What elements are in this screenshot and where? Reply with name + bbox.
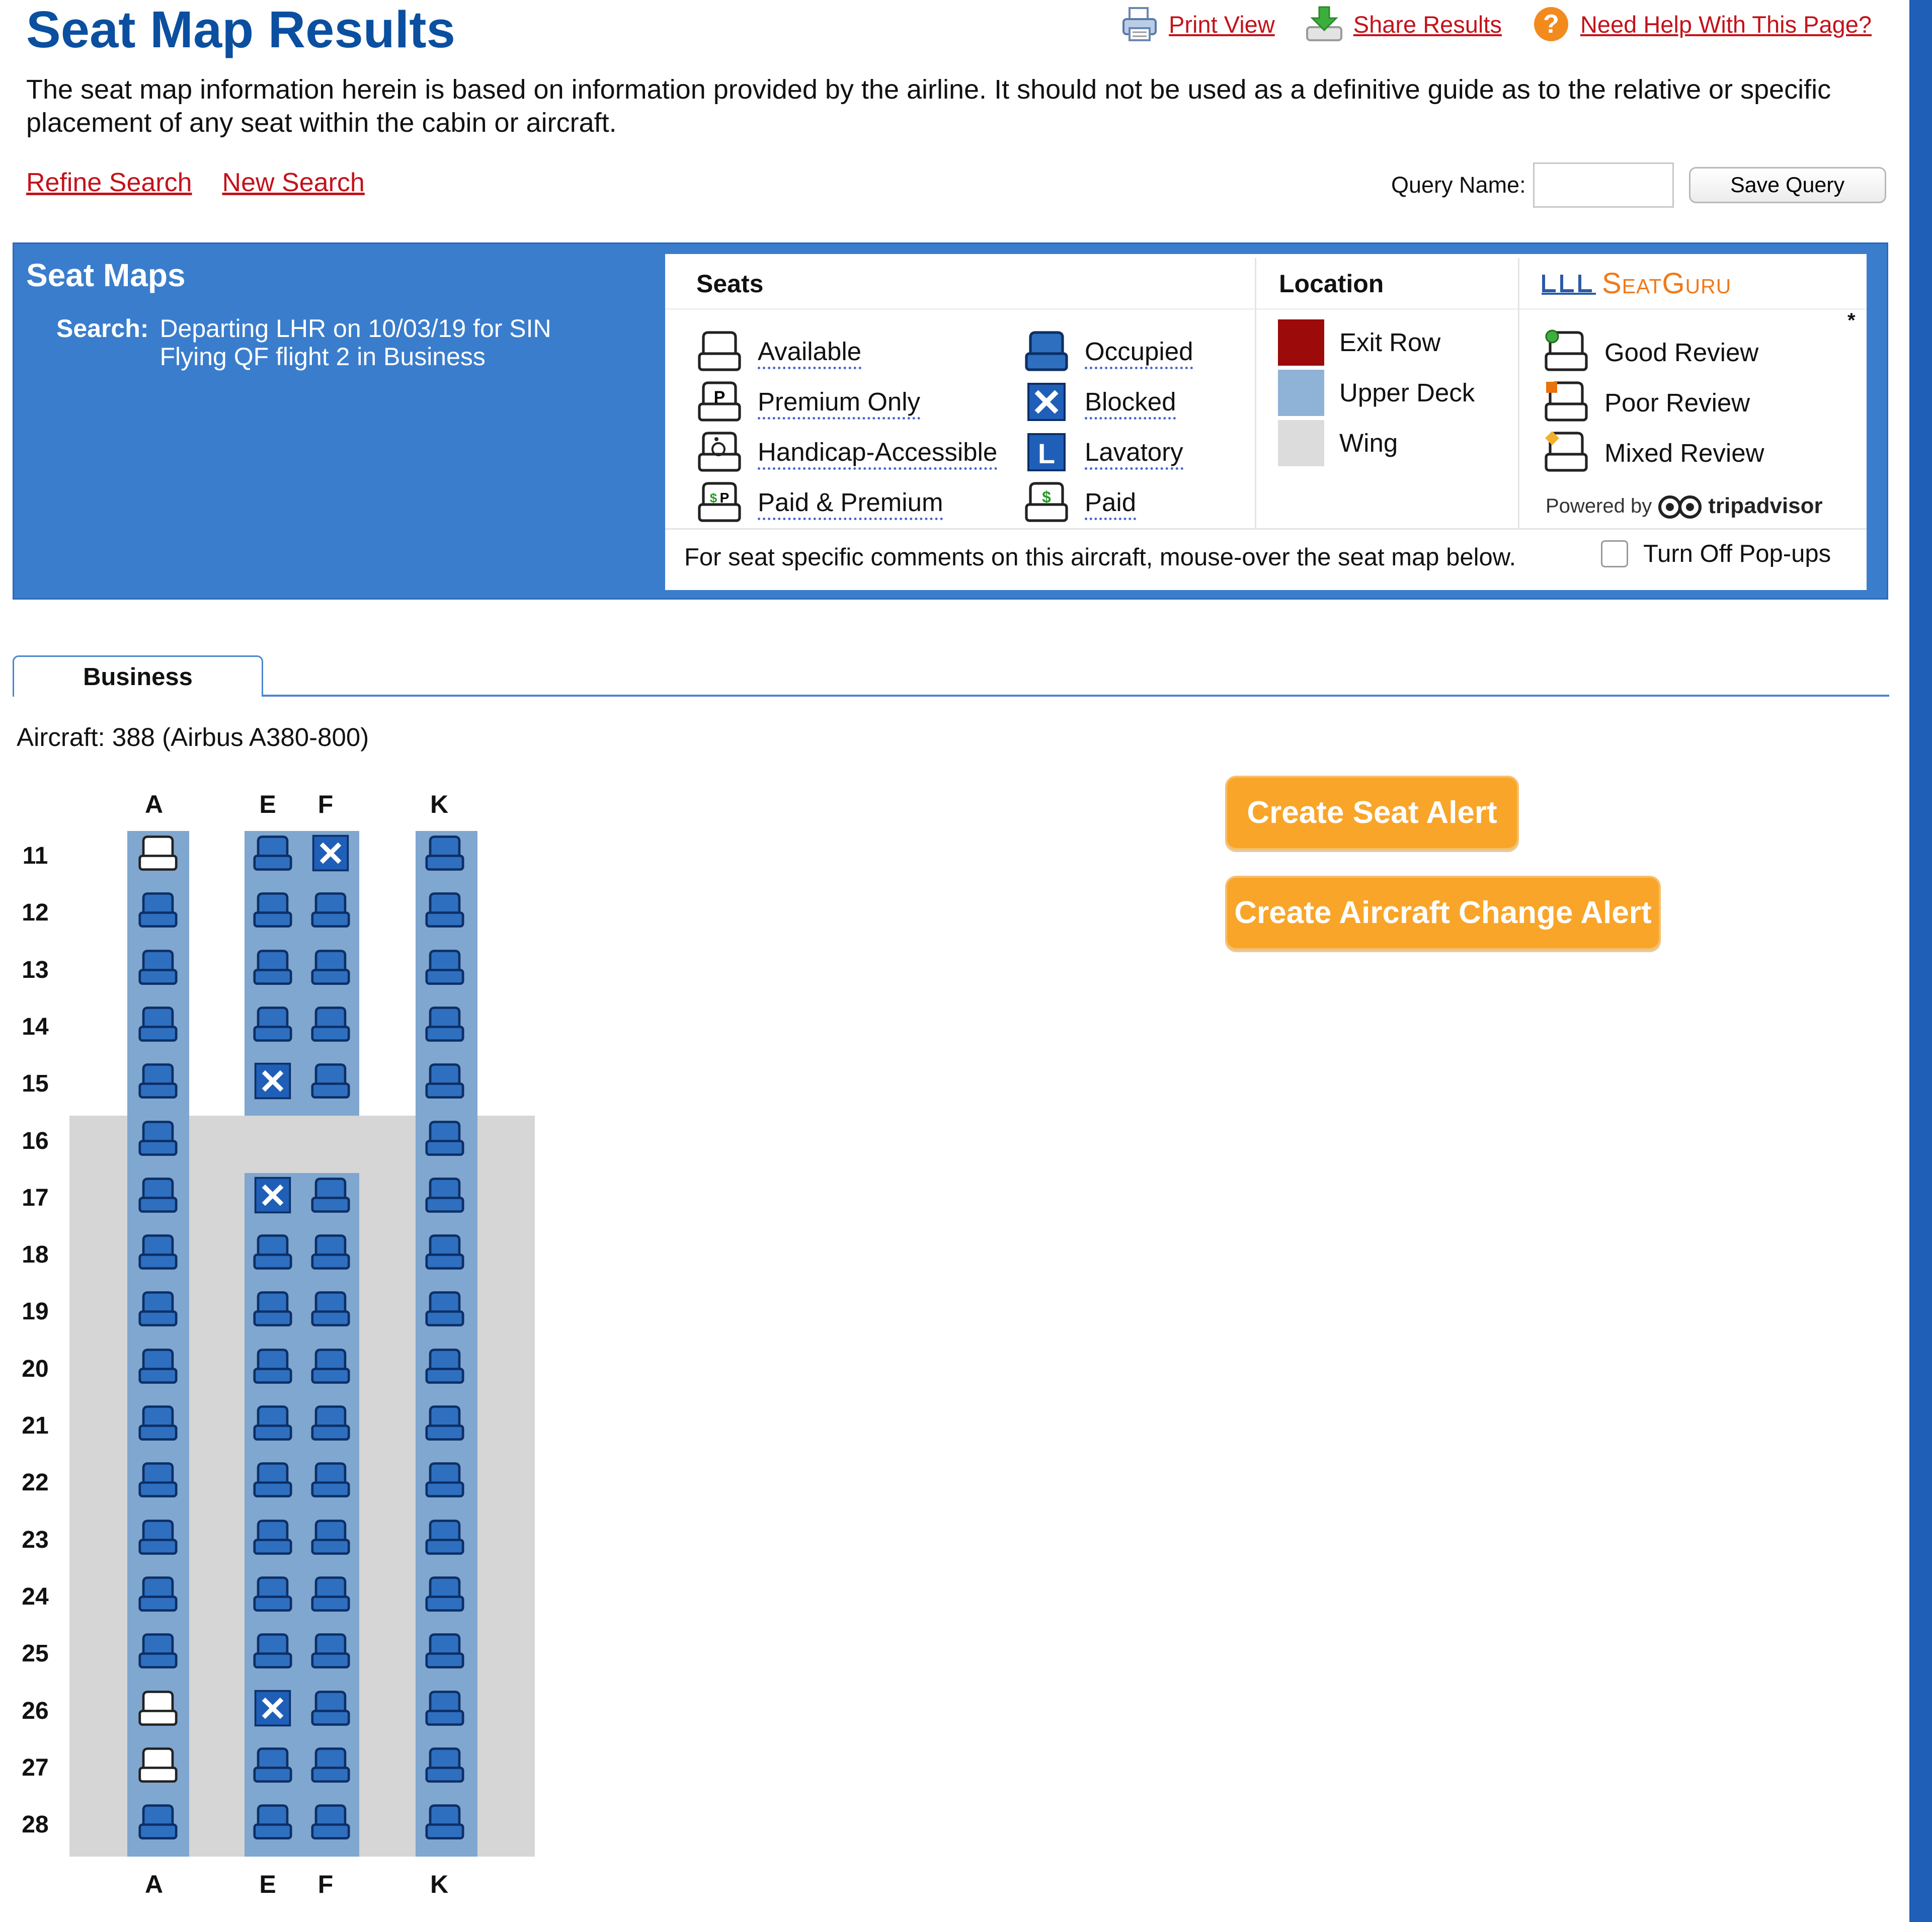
seat-20F-occupied[interactable] — [309, 1347, 352, 1385]
seat-18A-occupied[interactable] — [137, 1233, 179, 1271]
legend-wing: Wing — [1278, 420, 1398, 466]
row-number-17: 17 — [22, 1184, 49, 1211]
mixed-review-icon — [1543, 430, 1589, 476]
seat-11E-occupied[interactable] — [252, 834, 294, 872]
seat-28A-occupied[interactable] — [137, 1803, 179, 1841]
seat-26A-available[interactable] — [137, 1689, 179, 1727]
column-label-a-bottom: A — [144, 1870, 164, 1898]
seat-26K-occupied[interactable] — [424, 1689, 466, 1727]
seat-14K-occupied[interactable] — [424, 1005, 466, 1043]
need-help-link[interactable]: Need Help With This Page? — [1580, 11, 1872, 38]
tripadvisor-owl-icon — [1657, 493, 1703, 519]
seat-17K-occupied[interactable] — [424, 1176, 466, 1214]
seat-23A-occupied[interactable] — [137, 1518, 179, 1556]
search-label: Search: — [56, 314, 149, 343]
seat-18K-occupied[interactable] — [424, 1233, 466, 1271]
search-line-2: Flying QF flight 2 in Business — [159, 343, 486, 371]
column-label-a: A — [144, 790, 164, 818]
seat-24F-occupied[interactable] — [309, 1575, 352, 1613]
svg-text:P: P — [713, 388, 726, 407]
location-header: Location — [1279, 270, 1384, 298]
seat-19K-occupied[interactable] — [424, 1290, 466, 1328]
seat-17F-occupied[interactable] — [309, 1176, 352, 1214]
good-review-icon — [1543, 329, 1589, 376]
seat-14F-occupied[interactable] — [309, 1005, 352, 1043]
svg-text:?: ? — [1543, 10, 1559, 39]
seat-24E-occupied[interactable] — [252, 1575, 294, 1613]
asterisk: * — [1847, 309, 1856, 331]
column-label-k: K — [430, 790, 449, 818]
legend-available: Available — [696, 329, 861, 376]
seat-23F-occupied[interactable] — [309, 1518, 352, 1556]
seat-27A-available[interactable] — [137, 1746, 179, 1784]
search-line-1: Departing LHR on 10/03/19 for SIN — [159, 314, 551, 343]
seatguru-brand: SeatGuru — [1540, 267, 1731, 300]
seat-23E-occupied[interactable] — [252, 1518, 294, 1556]
seat-17A-occupied[interactable] — [137, 1176, 179, 1214]
seat-28E-occupied[interactable] — [252, 1803, 294, 1841]
disclaimer: The seat map information herein is based on information provided by the airline. It should not be used as a definitive guide as to the relative or specific placement of any seat within the cabin or aircraft. — [26, 74, 1831, 138]
row-number-21: 21 — [22, 1412, 49, 1439]
seat-25F-occupied[interactable] — [309, 1632, 352, 1670]
seat-22E-occupied[interactable] — [252, 1461, 294, 1499]
row-number-23: 23 — [22, 1526, 49, 1553]
svg-text:$: $ — [1042, 488, 1051, 506]
legend-mixed-review: Mixed Review — [1543, 430, 1764, 476]
seat-paid-icon — [1023, 480, 1070, 527]
row-number-22: 22 — [22, 1469, 49, 1496]
seat-15E-blocked[interactable] — [252, 1062, 294, 1100]
seat-25E-occupied[interactable] — [252, 1632, 294, 1670]
refine-search-link[interactable]: Refine Search — [26, 168, 192, 197]
exit-row-swatch — [1278, 319, 1324, 366]
seat-19A-occupied[interactable] — [137, 1290, 179, 1328]
seat-13A-occupied[interactable] — [137, 948, 179, 986]
row-number-11: 11 — [22, 843, 48, 869]
seat-27F-occupied[interactable] — [309, 1746, 352, 1784]
row-number-19: 19 — [22, 1298, 49, 1325]
seat-21E-occupied[interactable] — [252, 1404, 294, 1442]
legend-premium-only: P Premium Only — [696, 380, 920, 426]
seat-map — [0, 0, 604, 1922]
seat-handicap-icon — [696, 430, 743, 476]
seat-20A-occupied[interactable] — [137, 1347, 179, 1385]
seat-23K-occupied[interactable] — [424, 1518, 466, 1556]
row-number-16: 16 — [22, 1127, 49, 1154]
svg-text:L: L — [1037, 438, 1056, 469]
query-name-input[interactable] — [1533, 162, 1674, 208]
seat-21A-occupied[interactable] — [137, 1404, 179, 1442]
seat-13F-occupied[interactable] — [309, 948, 352, 986]
download-icon — [1304, 4, 1344, 44]
seatguru-logo-icon — [1540, 271, 1600, 297]
seat-16A-occupied[interactable] — [137, 1119, 179, 1157]
poor-review-icon — [1543, 380, 1589, 426]
right-edge-bar — [1909, 0, 1932, 1922]
seat-22K-occupied[interactable] — [424, 1461, 466, 1499]
tab-business[interactable]: Business — [13, 655, 263, 697]
turn-off-popups-label: Turn Off Pop-ups — [1643, 540, 1831, 567]
query-form — [1391, 162, 1886, 208]
seat-14E-occupied[interactable] — [252, 1005, 294, 1043]
seat-12F-occupied[interactable] — [309, 891, 352, 929]
seat-27E-occupied[interactable] — [252, 1746, 294, 1784]
create-seat-alert-button[interactable]: Create Seat Alert — [1225, 776, 1519, 850]
seat-20E-occupied[interactable] — [252, 1347, 294, 1385]
seat-18F-occupied[interactable] — [309, 1233, 352, 1271]
row-number-28: 28 — [22, 1811, 49, 1839]
wing-swatch — [1278, 420, 1324, 466]
seat-13K-occupied[interactable] — [424, 948, 466, 986]
legend-paid-premium: $ P Paid & Premium — [696, 480, 943, 527]
save-query-button[interactable]: Save Query — [1689, 167, 1886, 203]
seat-26F-occupied[interactable] — [309, 1689, 352, 1727]
svg-text:P: P — [719, 490, 730, 506]
legend-handicap: Handicap-Accessible — [696, 430, 997, 476]
seat-17E-blocked[interactable] — [252, 1176, 294, 1214]
seat-12A-occupied[interactable] — [137, 891, 179, 929]
seat-blocked-icon — [1023, 380, 1070, 426]
column-label-f: F — [317, 790, 334, 818]
column-label-k-bottom: K — [430, 1870, 449, 1898]
seat-15K-occupied[interactable] — [424, 1062, 466, 1100]
legend-upper-deck: Upper Deck — [1278, 370, 1475, 416]
row-number-15: 15 — [22, 1070, 49, 1098]
upper-deck-swatch — [1278, 370, 1324, 416]
query-name-label: Query Name: — [1391, 172, 1526, 198]
row-number-18: 18 — [22, 1241, 49, 1269]
share-results-link[interactable]: Share Results — [1353, 11, 1502, 38]
seat-21K-occupied[interactable] — [424, 1404, 466, 1442]
legend-footer-note: For seat specific comments on this aircraft, mouse-over the seat map below. — [684, 544, 1516, 571]
aircraft-label: Aircraft: 388 (Airbus A380-800) — [17, 723, 369, 751]
seat-27K-occupied[interactable] — [424, 1746, 466, 1784]
legend-exit-row: Exit Row — [1278, 319, 1440, 366]
row-number-27: 27 — [22, 1754, 49, 1781]
seat-24A-occupied[interactable] — [137, 1575, 179, 1613]
seat-19E-occupied[interactable] — [252, 1290, 294, 1328]
column-label-e: E — [259, 790, 276, 818]
page-title: Seat Map Results — [26, 1, 455, 58]
seat-11F-blocked[interactable] — [309, 834, 352, 872]
seat-26E-blocked[interactable] — [252, 1689, 294, 1727]
panel-title: Seat Maps — [26, 257, 186, 293]
seat-15F-occupied[interactable] — [309, 1062, 352, 1100]
turn-off-popups-checkbox[interactable] — [1601, 540, 1628, 567]
row-number-12: 12 — [22, 899, 49, 927]
print-view-link[interactable]: Print View — [1169, 11, 1275, 38]
top-links — [1119, 4, 1872, 44]
seat-28K-occupied[interactable] — [424, 1803, 466, 1841]
row-number-14: 14 — [22, 1013, 49, 1040]
row-number-13: 13 — [22, 956, 49, 983]
seat-premium-icon — [696, 380, 743, 426]
svg-text:$: $ — [709, 490, 717, 506]
seat-11K-occupied[interactable] — [424, 834, 466, 872]
seat-22A-occupied[interactable] — [137, 1461, 179, 1499]
legend-blocked: Blocked — [1023, 380, 1176, 426]
legend-lavatory: L Lavatory — [1023, 430, 1183, 476]
seat-paid-premium-icon — [696, 480, 743, 527]
seat-24K-occupied[interactable] — [424, 1575, 466, 1613]
seat-21F-occupied[interactable] — [309, 1404, 352, 1442]
seat-12E-occupied[interactable] — [252, 891, 294, 929]
row-number-26: 26 — [22, 1697, 49, 1724]
seat-20K-occupied[interactable] — [424, 1347, 466, 1385]
seats-header: Seats — [696, 270, 764, 298]
column-label-f-bottom: F — [317, 1870, 334, 1898]
seat-15A-occupied[interactable] — [137, 1062, 179, 1100]
seat-25K-occupied[interactable] — [424, 1632, 466, 1670]
legend-occupied: Occupied — [1023, 329, 1193, 376]
seat-28F-occupied[interactable] — [309, 1803, 352, 1841]
column-label-e-bottom: E — [259, 1870, 276, 1898]
legend-poor-review: Poor Review — [1543, 380, 1750, 426]
create-aircraft-change-alert-button[interactable]: Create Aircraft Change Alert — [1225, 876, 1661, 950]
seat-14A-occupied[interactable] — [137, 1005, 179, 1043]
lavatory-icon — [1023, 430, 1070, 476]
printer-icon — [1119, 4, 1160, 44]
seat-19F-occupied[interactable] — [309, 1290, 352, 1328]
new-search-link[interactable]: New Search — [222, 168, 365, 197]
seat-available-icon — [696, 329, 743, 376]
seat-occupied-icon — [1023, 329, 1070, 376]
seat-12K-occupied[interactable] — [424, 891, 466, 929]
seat-25A-occupied[interactable] — [137, 1632, 179, 1670]
row-number-20: 20 — [22, 1355, 49, 1382]
seat-16K-occupied[interactable] — [424, 1119, 466, 1157]
seat-22F-occupied[interactable] — [309, 1461, 352, 1499]
row-number-25: 25 — [22, 1640, 49, 1667]
seat-13E-occupied[interactable] — [252, 948, 294, 986]
powered-by: Powered by tripadvisor — [1546, 493, 1823, 518]
legend-good-review: Good Review — [1543, 329, 1758, 376]
seat-18E-occupied[interactable] — [252, 1233, 294, 1271]
legend — [665, 254, 1867, 590]
help-icon — [1531, 4, 1571, 44]
turn-off-popups[interactable] — [1601, 540, 1831, 568]
row-number-24: 24 — [22, 1583, 49, 1610]
seat-11A-available[interactable] — [137, 834, 179, 872]
legend-paid: $ Paid — [1023, 480, 1136, 527]
